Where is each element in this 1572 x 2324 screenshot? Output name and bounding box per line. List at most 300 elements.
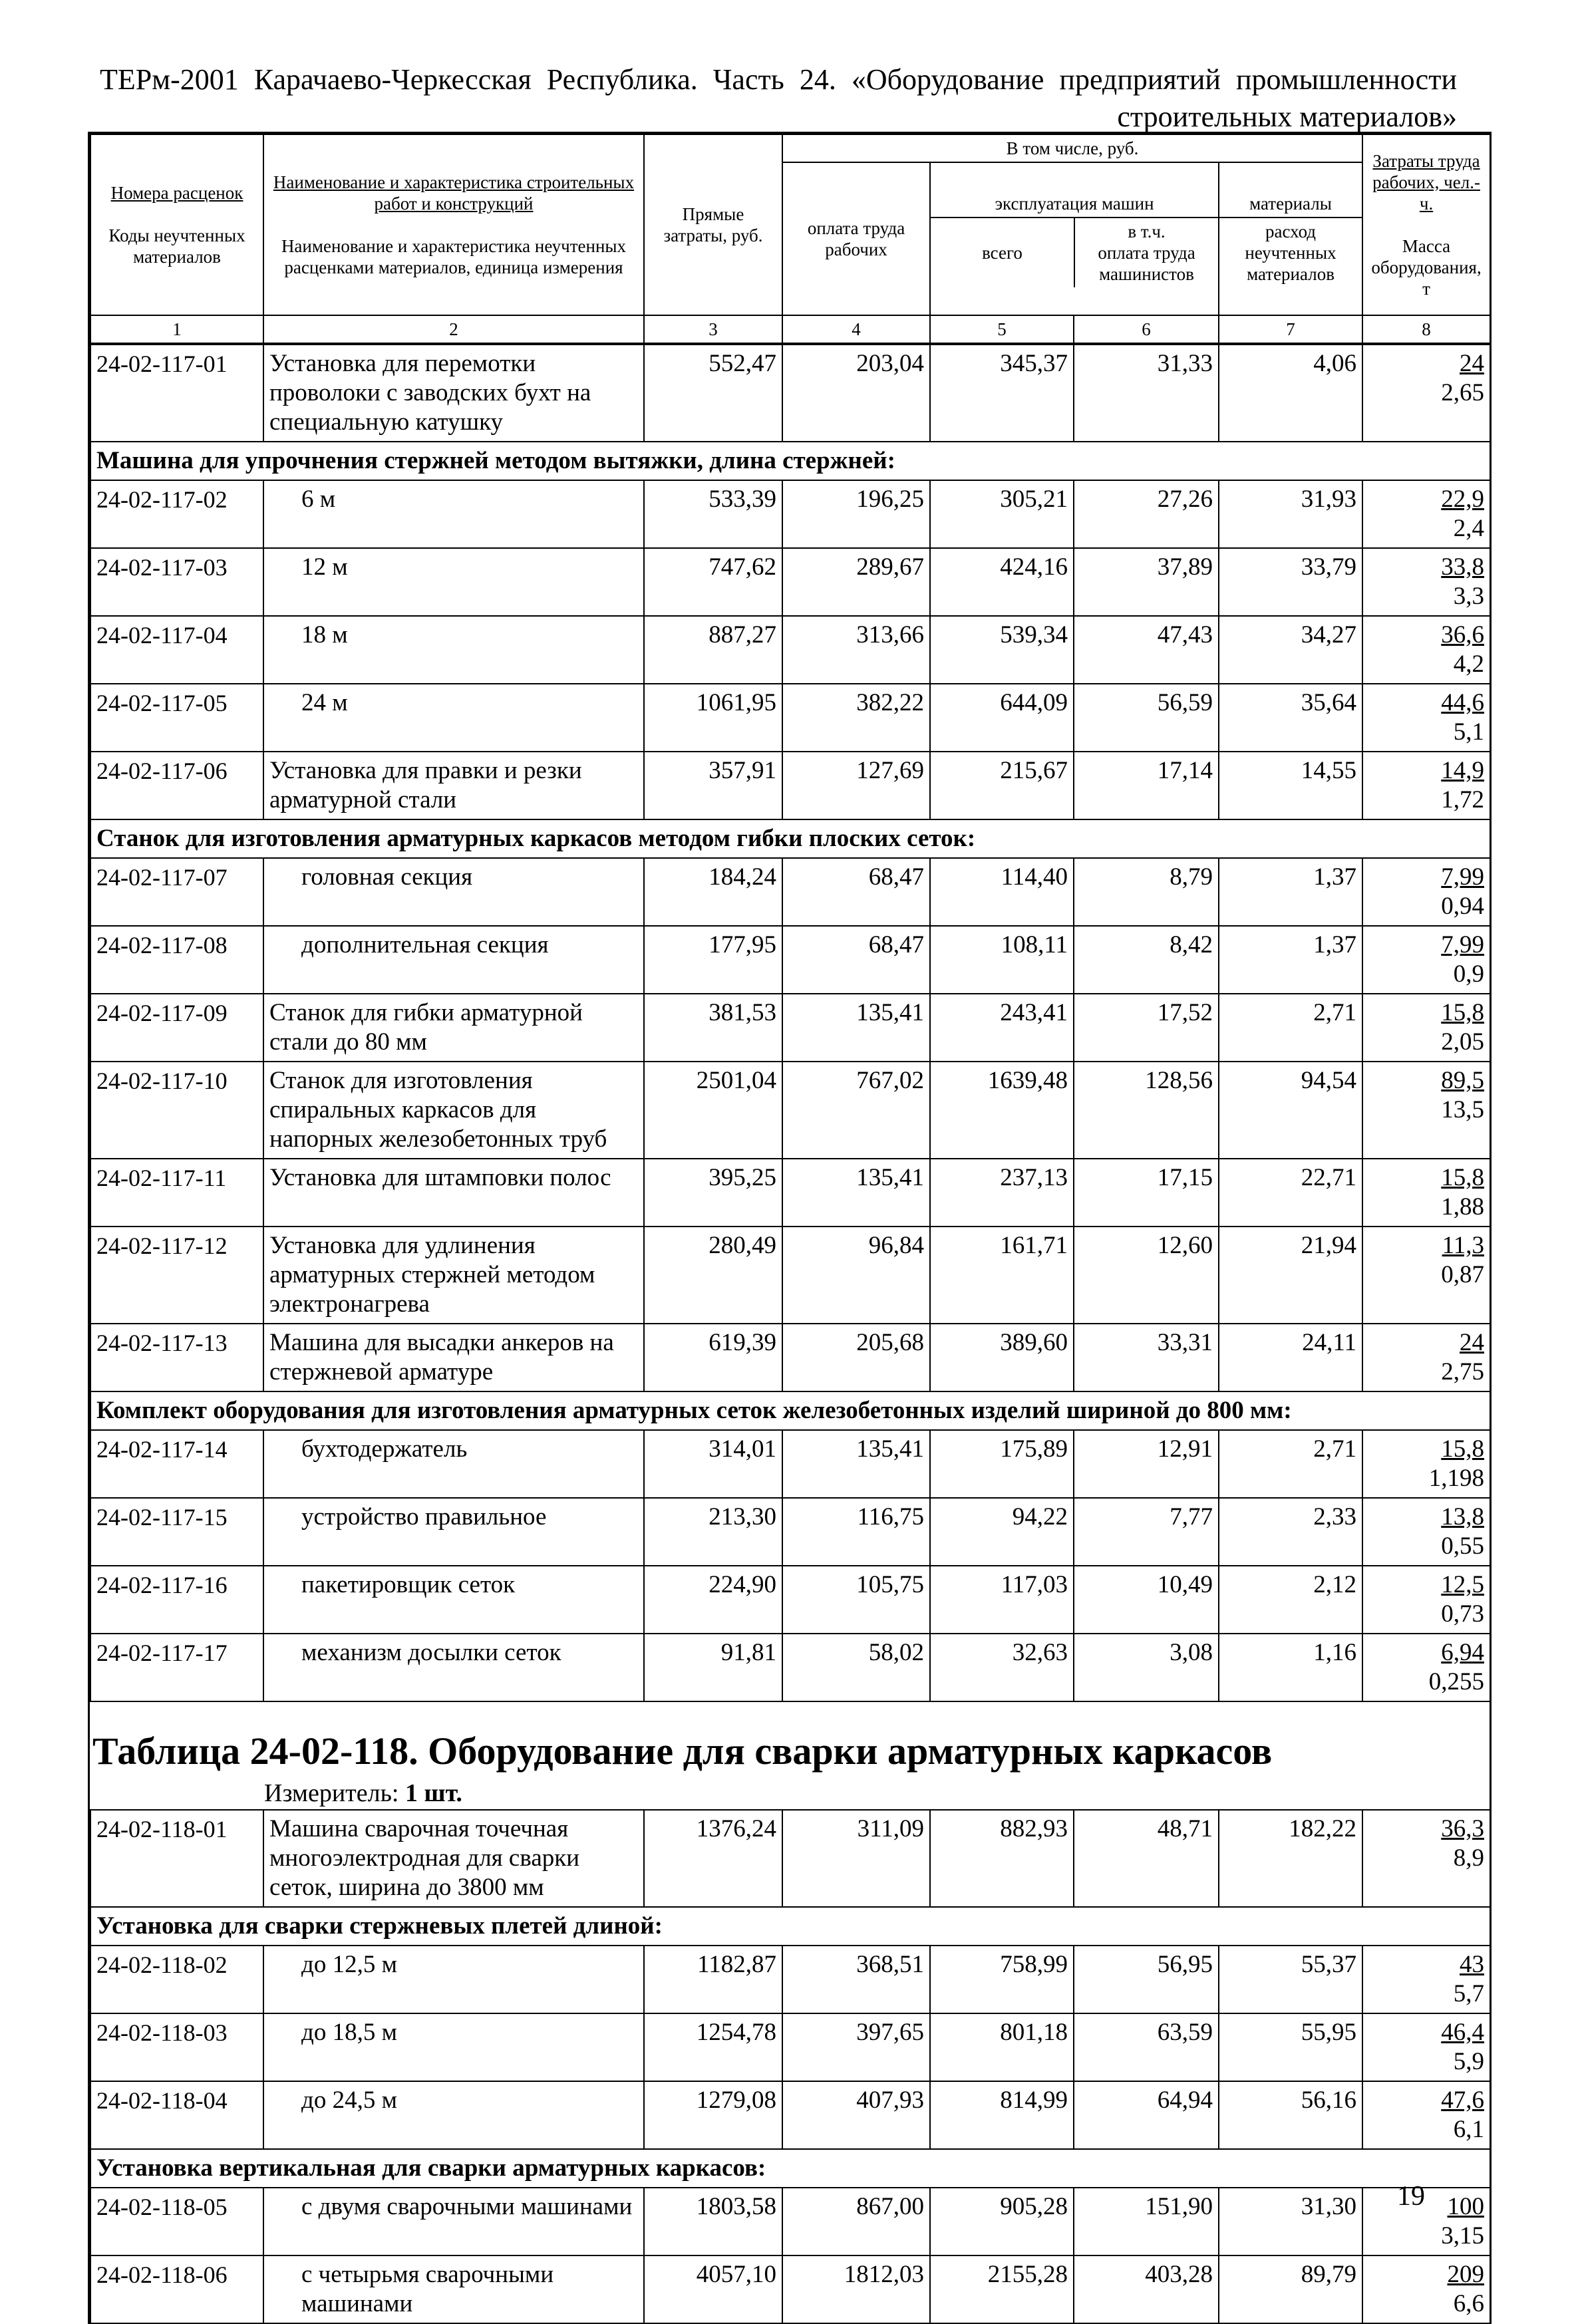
machinist-pay: 37,89	[1074, 548, 1219, 616]
labor-and-mass	[1362, 2013, 1490, 2081]
table-row	[90, 616, 1490, 684]
labor-and-mass	[1362, 1810, 1490, 1907]
machinist-pay: 17,15	[1074, 1159, 1219, 1227]
work-name: дополнительная секция	[263, 926, 644, 994]
labor-pay: 1812,03	[782, 2255, 930, 2323]
labor-pay: 205,68	[782, 1324, 930, 1391]
labor-and-mass	[1362, 1324, 1490, 1391]
work-name: Машина для высадки анкеров на стержневой арматуре	[263, 1324, 644, 1391]
table-row	[90, 480, 1490, 548]
labor-costs-value: 24	[1460, 1329, 1484, 1356]
labor-and-mass	[1362, 1498, 1490, 1566]
equipment-mass-value: 4,2	[1453, 651, 1484, 678]
header-materials: материалы	[1219, 190, 1362, 218]
equipment-mass-value: 2,4	[1453, 515, 1484, 542]
equipment-mass-value: 2,05	[1441, 1028, 1484, 1056]
machinist-pay: 3,08	[1074, 1634, 1219, 1701]
materials-cost: 2,71	[1219, 1430, 1362, 1498]
labor-costs-value: 36,3	[1441, 1815, 1484, 1842]
rate-code: 24-02-117-01	[90, 345, 263, 442]
labor-pay: 68,47	[782, 926, 930, 994]
labor-pay: 382,22	[782, 684, 930, 752]
rate-code: 24-02-117-08	[90, 926, 263, 994]
direct-costs: 395,25	[644, 1159, 782, 1227]
rate-code: 24-02-117-05	[90, 684, 263, 752]
rate-code: 24-02-117-04	[90, 616, 263, 684]
direct-costs: 533,39	[644, 480, 782, 548]
header-machine-group	[930, 162, 1219, 315]
equipment-mass-value: 6,6	[1453, 2290, 1484, 2317]
direct-costs: 280,49	[644, 1227, 782, 1324]
table-row	[90, 1634, 1490, 1701]
work-name: 18 м	[263, 616, 644, 684]
labor-pay: 135,41	[782, 1430, 930, 1498]
labor-costs-value: 43	[1460, 1951, 1484, 1978]
labor-and-mass	[1362, 2188, 1490, 2255]
header-codes	[90, 134, 263, 315]
materials-cost: 4,06	[1219, 345, 1362, 442]
machine-operation: 814,99	[930, 2081, 1074, 2149]
materials-cost: 2,12	[1219, 1566, 1362, 1634]
labor-pay: 196,25	[782, 480, 930, 548]
header-direct-costs: Прямые затраты, руб.	[644, 134, 782, 315]
table-row	[90, 752, 1490, 819]
machinist-pay: 56,59	[1074, 684, 1219, 752]
machinist-pay: 27,26	[1074, 480, 1219, 548]
direct-costs: 619,39	[644, 1324, 782, 1391]
machinist-pay: 8,79	[1074, 858, 1219, 926]
col-num: 2	[263, 315, 644, 343]
col-num: 3	[644, 315, 782, 343]
direct-costs: 747,62	[644, 548, 782, 616]
work-name: с двумя сварочными машинами	[263, 2188, 644, 2255]
rate-code: 24-02-118-03	[90, 2013, 263, 2081]
header-total: всего	[931, 218, 1074, 287]
rate-code: 24-02-117-07	[90, 858, 263, 926]
column-numbers-row	[90, 315, 1490, 343]
work-name: устройство правильное	[263, 1498, 644, 1566]
header-labor-pay: оплата труда рабочих	[782, 162, 930, 315]
machine-operation: 243,41	[930, 994, 1074, 1062]
direct-costs: 91,81	[644, 1634, 782, 1701]
labor-pay: 58,02	[782, 1634, 930, 1701]
labor-and-mass	[1362, 1062, 1490, 1159]
measure-line	[90, 1773, 1490, 1809]
machine-operation: 2155,28	[930, 2255, 1074, 2323]
materials-cost: 55,95	[1219, 2013, 1362, 2081]
machinist-pay: 128,56	[1074, 1062, 1219, 1159]
materials-cost: 22,71	[1219, 1159, 1362, 1227]
table-row	[90, 1810, 1490, 1907]
materials-cost: 21,94	[1219, 1227, 1362, 1324]
direct-costs: 1279,08	[644, 2081, 782, 2149]
labor-pay: 311,09	[782, 1810, 930, 1907]
labor-pay: 96,84	[782, 1227, 930, 1324]
table-row	[90, 1324, 1490, 1391]
labor-and-mass	[1362, 480, 1490, 548]
direct-costs: 357,91	[644, 752, 782, 819]
header-machine-op: эксплуатация машин	[931, 190, 1218, 218]
machinist-pay: 403,28	[1074, 2255, 1219, 2323]
labor-costs-value: 100	[1447, 2193, 1484, 2220]
materials-cost: 31,93	[1219, 480, 1362, 548]
table-row	[90, 1227, 1490, 1324]
equipment-mass-value: 2,75	[1441, 1358, 1484, 1385]
machine-operation: 345,37	[930, 345, 1074, 442]
materials-cost: 34,27	[1219, 616, 1362, 684]
work-name: 6 м	[263, 480, 644, 548]
section-subheader: Комплект оборудования для изготовления арматурных сеток железобетонных изделий шириной до 800 мм:	[90, 1391, 1490, 1430]
machine-operation: 1639,48	[930, 1062, 1074, 1159]
labor-costs-value: 11,3	[1442, 1232, 1484, 1259]
machine-operation: 644,09	[930, 684, 1074, 752]
work-name: Машина сварочная точечная многоэлектродная для сварки сеток, ширина до 3800 мм	[263, 1810, 644, 1907]
rate-code: 24-02-117-16	[90, 1566, 263, 1634]
rate-code: 24-02-118-01	[90, 1810, 263, 1907]
labor-costs-value: 14,9	[1441, 757, 1484, 784]
labor-and-mass	[1362, 1566, 1490, 1634]
col-num: 7	[1219, 315, 1362, 343]
work-name: Установка для перемотки проволоки с заводских бухт на специальную катушку	[263, 345, 644, 442]
materials-cost: 182,22	[1219, 1810, 1362, 1907]
labor-pay: 867,00	[782, 2188, 930, 2255]
machinist-pay: 33,31	[1074, 1324, 1219, 1391]
header-labor-costs: Затраты труда рабочих, чел.-ч.	[1372, 151, 1480, 214]
labor-pay: 135,41	[782, 1159, 930, 1227]
table-24-02-118	[90, 1809, 1491, 2324]
equipment-mass-value: 0,73	[1441, 1600, 1484, 1628]
table-row	[90, 1159, 1490, 1227]
labor-and-mass	[1362, 684, 1490, 752]
table-row	[90, 684, 1490, 752]
materials-cost: 2,71	[1219, 994, 1362, 1062]
table-row	[90, 2013, 1490, 2081]
table-row	[90, 1946, 1490, 2013]
labor-costs-value: 36,6	[1441, 621, 1484, 649]
rate-code: 24-02-117-12	[90, 1227, 263, 1324]
work-name: головная секция	[263, 858, 644, 926]
direct-costs: 184,24	[644, 858, 782, 926]
section-subheader: Машина для упрочнения стержней методом вытяжки, длина стержней:	[90, 442, 1490, 480]
equipment-mass-value: 0,255	[1428, 1668, 1484, 1695]
labor-costs-value: 44,6	[1441, 689, 1484, 716]
labor-costs-value: 7,99	[1441, 863, 1484, 891]
labor-pay: 289,67	[782, 548, 930, 616]
col-num: 4	[782, 315, 930, 343]
equipment-mass-value: 5,7	[1453, 1980, 1484, 2007]
section-subheader-row	[90, 1391, 1490, 1430]
work-name: пакетировщик сеток	[263, 1566, 644, 1634]
materials-cost: 1,37	[1219, 926, 1362, 994]
labor-costs-value: 15,8	[1441, 999, 1484, 1026]
materials-cost: 24,11	[1219, 1324, 1362, 1391]
work-name: механизм досылки сеток	[263, 1634, 644, 1701]
work-name: Станок для изготовления спиральных каркасов для напорных железобетонных труб	[263, 1062, 644, 1159]
labor-pay: 116,75	[782, 1498, 930, 1566]
machinist-pay: 48,71	[1074, 1810, 1219, 1907]
work-name: с четырьмя сварочными машинами	[263, 2255, 644, 2323]
machine-operation: 215,67	[930, 752, 1074, 819]
labor-pay: 407,93	[782, 2081, 930, 2149]
machinist-pay: 17,52	[1074, 994, 1219, 1062]
labor-pay: 68,47	[782, 858, 930, 926]
measure-value: 1 шт.	[405, 1779, 462, 1807]
labor-pay: 368,51	[782, 1946, 930, 2013]
machinist-pay: 10,49	[1074, 1566, 1219, 1634]
rate-code: 24-02-117-13	[90, 1324, 263, 1391]
machinist-pay: 7,77	[1074, 1498, 1219, 1566]
machine-operation: 905,28	[930, 2188, 1074, 2255]
labor-costs-value: 15,8	[1441, 1435, 1484, 1463]
labor-and-mass	[1362, 858, 1490, 926]
materials-cost: 14,55	[1219, 752, 1362, 819]
direct-costs: 213,30	[644, 1498, 782, 1566]
materials-cost: 89,79	[1219, 2255, 1362, 2323]
machine-operation: 424,16	[930, 548, 1074, 616]
machine-operation: 117,03	[930, 1566, 1074, 1634]
materials-cost: 31,30	[1219, 2188, 1362, 2255]
materials-cost: 94,54	[1219, 1062, 1362, 1159]
machine-operation: 758,99	[930, 1946, 1074, 2013]
direct-costs: 381,53	[644, 994, 782, 1062]
header-col2-bottom: Наименование и характеристика неучтенных расценками материалов, единица измерения	[281, 236, 627, 277]
labor-pay: 313,66	[782, 616, 930, 684]
equipment-mass-value: 3,15	[1441, 2222, 1484, 2250]
equipment-mass-value: 0,94	[1441, 893, 1484, 920]
machine-operation: 114,40	[930, 858, 1074, 926]
table-24-02-117	[90, 344, 1491, 1702]
labor-costs-value: 22,9	[1441, 486, 1484, 513]
equipment-mass-value: 13,5	[1441, 1096, 1484, 1123]
header-in-that: В том числе, руб.	[782, 134, 1362, 162]
labor-pay: 203,04	[782, 345, 930, 442]
rate-code: 24-02-118-02	[90, 1946, 263, 2013]
equipment-mass-value: 1,88	[1441, 1193, 1484, 1221]
direct-costs: 552,47	[644, 345, 782, 442]
direct-costs: 1182,87	[644, 1946, 782, 2013]
section-subheader: Установка для сварки стержневых плетей длиной:	[90, 1907, 1490, 1946]
rate-code: 24-02-118-04	[90, 2081, 263, 2149]
machine-operation: 539,34	[930, 616, 1074, 684]
equipment-mass-value: 6,1	[1453, 2116, 1484, 2143]
table-row	[90, 994, 1490, 1062]
header-machinist	[1074, 218, 1218, 287]
work-name: до 18,5 м	[263, 2013, 644, 2081]
machinist-pay: 12,91	[1074, 1430, 1219, 1498]
labor-costs-value: 46,4	[1441, 2019, 1484, 2046]
machine-operation: 237,13	[930, 1159, 1074, 1227]
header-col1-bottom: Коды неучтенных материалов	[108, 225, 245, 267]
machine-operation: 175,89	[930, 1430, 1074, 1498]
labor-and-mass	[1362, 1634, 1490, 1701]
table-row	[90, 926, 1490, 994]
direct-costs: 4057,10	[644, 2255, 782, 2323]
direct-costs: 1803,58	[644, 2188, 782, 2255]
labor-costs-value: 89,5	[1441, 1067, 1484, 1094]
section-subheader-row	[90, 1907, 1490, 1946]
labor-costs-value: 24	[1460, 350, 1484, 377]
section-subheader: Установка вертикальная для сварки арматурных каркасов:	[90, 2149, 1490, 2188]
work-name: Установка для удлинения арматурных стержней методом электронагрева	[263, 1227, 644, 1324]
machinist-pay: 8,42	[1074, 926, 1219, 994]
rate-code: 24-02-118-05	[90, 2188, 263, 2255]
table-row	[90, 1430, 1490, 1498]
machine-operation: 882,93	[930, 1810, 1074, 1907]
machine-operation: 305,21	[930, 480, 1074, 548]
page-number: 19	[1397, 2181, 1425, 2212]
labor-and-mass	[1362, 1946, 1490, 2013]
table-row	[90, 345, 1490, 442]
direct-costs: 1061,95	[644, 684, 782, 752]
machinist-pay: 47,43	[1074, 616, 1219, 684]
table-row	[90, 2188, 1490, 2255]
work-name: Установка для штамповки полос	[263, 1159, 644, 1227]
table-row	[90, 1498, 1490, 1566]
materials-cost: 55,37	[1219, 1946, 1362, 2013]
labor-costs-value: 33,8	[1441, 553, 1484, 581]
equipment-mass-value: 3,3	[1453, 583, 1484, 610]
table-header	[90, 134, 1491, 344]
labor-and-mass	[1362, 548, 1490, 616]
labor-costs-value: 15,8	[1441, 1164, 1484, 1191]
machine-operation: 389,60	[930, 1324, 1074, 1391]
work-name: бухтодержатель	[263, 1430, 644, 1498]
section-subheader-row	[90, 442, 1490, 480]
direct-costs: 2501,04	[644, 1062, 782, 1159]
equipment-mass-value: 1,198	[1428, 1465, 1484, 1492]
labor-pay: 397,65	[782, 2013, 930, 2081]
labor-and-mass	[1362, 752, 1490, 819]
header-incl-label: в т.ч.	[1128, 221, 1166, 241]
labor-costs-value: 7,99	[1441, 931, 1484, 958]
col-num: 1	[90, 315, 263, 343]
col-num: 6	[1074, 315, 1219, 343]
labor-and-mass	[1362, 2255, 1490, 2323]
machinist-pay: 31,33	[1074, 345, 1219, 442]
table-row	[90, 1566, 1490, 1634]
table-row	[90, 858, 1490, 926]
rate-code: 24-02-117-06	[90, 752, 263, 819]
table-2-title: Таблица 24-02-118. Оборудование для сварки арматурных каркасов	[92, 1729, 1273, 1773]
labor-and-mass	[1362, 1159, 1490, 1227]
table-row	[90, 1062, 1490, 1159]
machine-operation: 161,71	[930, 1227, 1074, 1324]
equipment-mass-value: 1,72	[1441, 786, 1484, 813]
equipment-mass-value: 5,1	[1453, 718, 1484, 746]
page-title: ТЕРм-2001 Карачаево-Черкесская Республика. Часть 24. «Оборудование предприятий промышленности строительных материалов»	[100, 63, 1457, 133]
labor-pay: 767,02	[782, 1062, 930, 1159]
labor-costs-value: 47,6	[1441, 2087, 1484, 2114]
equipment-mass-value: 2,65	[1441, 379, 1484, 406]
labor-costs-value: 12,5	[1441, 1571, 1484, 1598]
machine-operation: 801,18	[930, 2013, 1074, 2081]
machinist-pay: 64,94	[1074, 2081, 1219, 2149]
rate-code: 24-02-117-11	[90, 1159, 263, 1227]
rate-code: 24-02-117-17	[90, 1634, 263, 1701]
section-subheader: Станок для изготовления арматурных каркасов методом гибки плоских сеток:	[90, 819, 1490, 858]
labor-costs-value: 209	[1447, 2261, 1484, 2288]
materials-cost: 1,16	[1219, 1634, 1362, 1701]
materials-cost: 56,16	[1219, 2081, 1362, 2149]
header-equipment-mass: Масса оборудования, т	[1371, 236, 1482, 299]
section-subheader-row	[90, 2149, 1490, 2188]
labor-costs-value: 13,8	[1441, 1503, 1484, 1530]
rate-code: 24-02-118-06	[90, 2255, 263, 2323]
equipment-mass-value: 0,87	[1441, 1261, 1484, 1288]
work-name: 24 м	[263, 684, 644, 752]
machinist-pay: 151,90	[1074, 2188, 1219, 2255]
labor-and-mass	[1362, 345, 1490, 442]
labor-and-mass	[1362, 1227, 1490, 1324]
labor-pay: 105,75	[782, 1566, 930, 1634]
header-materials-group	[1219, 162, 1362, 315]
measure-label: Измеритель:	[264, 1779, 399, 1807]
price-table-sheet	[88, 132, 1492, 2324]
materials-cost: 1,37	[1219, 858, 1362, 926]
direct-costs: 224,90	[644, 1566, 782, 1634]
machine-operation: 108,11	[930, 926, 1074, 994]
labor-costs-value: 6,94	[1441, 1639, 1484, 1666]
table-row	[90, 2255, 1490, 2323]
work-name: 12 м	[263, 548, 644, 616]
rate-code: 24-02-117-14	[90, 1430, 263, 1498]
header-labor-mass	[1362, 134, 1490, 315]
machinist-pay: 63,59	[1074, 2013, 1219, 2081]
rate-code: 24-02-117-02	[90, 480, 263, 548]
rate-code: 24-02-117-15	[90, 1498, 263, 1566]
col-num: 5	[930, 315, 1074, 343]
header-col2-top: Наименование и характеристика строительных работ и конструкций	[273, 172, 635, 214]
header-machinist-pay: оплата труда машинистов	[1098, 243, 1195, 284]
labor-pay: 127,69	[782, 752, 930, 819]
labor-and-mass	[1362, 994, 1490, 1062]
materials-cost: 35,64	[1219, 684, 1362, 752]
table-row	[90, 548, 1490, 616]
direct-costs: 1376,24	[644, 1810, 782, 1907]
equipment-mass-value: 0,55	[1441, 1532, 1484, 1560]
table-row	[90, 2081, 1490, 2149]
rate-code: 24-02-117-09	[90, 994, 263, 1062]
header-material-usage: расход неучтенных материалов	[1245, 221, 1336, 284]
equipment-mass-value: 8,9	[1453, 1844, 1484, 1872]
machinist-pay: 12,60	[1074, 1227, 1219, 1324]
equipment-mass-value: 0,9	[1453, 960, 1484, 988]
direct-costs: 314,01	[644, 1430, 782, 1498]
labor-and-mass	[1362, 926, 1490, 994]
materials-cost: 2,33	[1219, 1498, 1362, 1566]
col-num: 8	[1362, 315, 1490, 343]
work-name: до 12,5 м	[263, 1946, 644, 2013]
work-name: Станок для гибки арматурной стали до 80 мм	[263, 994, 644, 1062]
header-names	[263, 134, 644, 315]
machinist-pay: 56,95	[1074, 1946, 1219, 2013]
machine-operation: 32,63	[930, 1634, 1074, 1701]
direct-costs: 177,95	[644, 926, 782, 994]
equipment-mass-value: 5,9	[1453, 2048, 1484, 2075]
section-subheader-row	[90, 819, 1490, 858]
rate-code: 24-02-117-03	[90, 548, 263, 616]
labor-and-mass	[1362, 616, 1490, 684]
direct-costs: 1254,78	[644, 2013, 782, 2081]
header-col1-top: Номера расценок	[110, 183, 243, 203]
direct-costs: 887,27	[644, 616, 782, 684]
machinist-pay: 17,14	[1074, 752, 1219, 819]
labor-and-mass	[1362, 1430, 1490, 1498]
machine-operation: 94,22	[930, 1498, 1074, 1566]
materials-cost: 33,79	[1219, 548, 1362, 616]
labor-pay: 135,41	[782, 994, 930, 1062]
work-name: Установка для правки и резки арматурной стали	[263, 752, 644, 819]
